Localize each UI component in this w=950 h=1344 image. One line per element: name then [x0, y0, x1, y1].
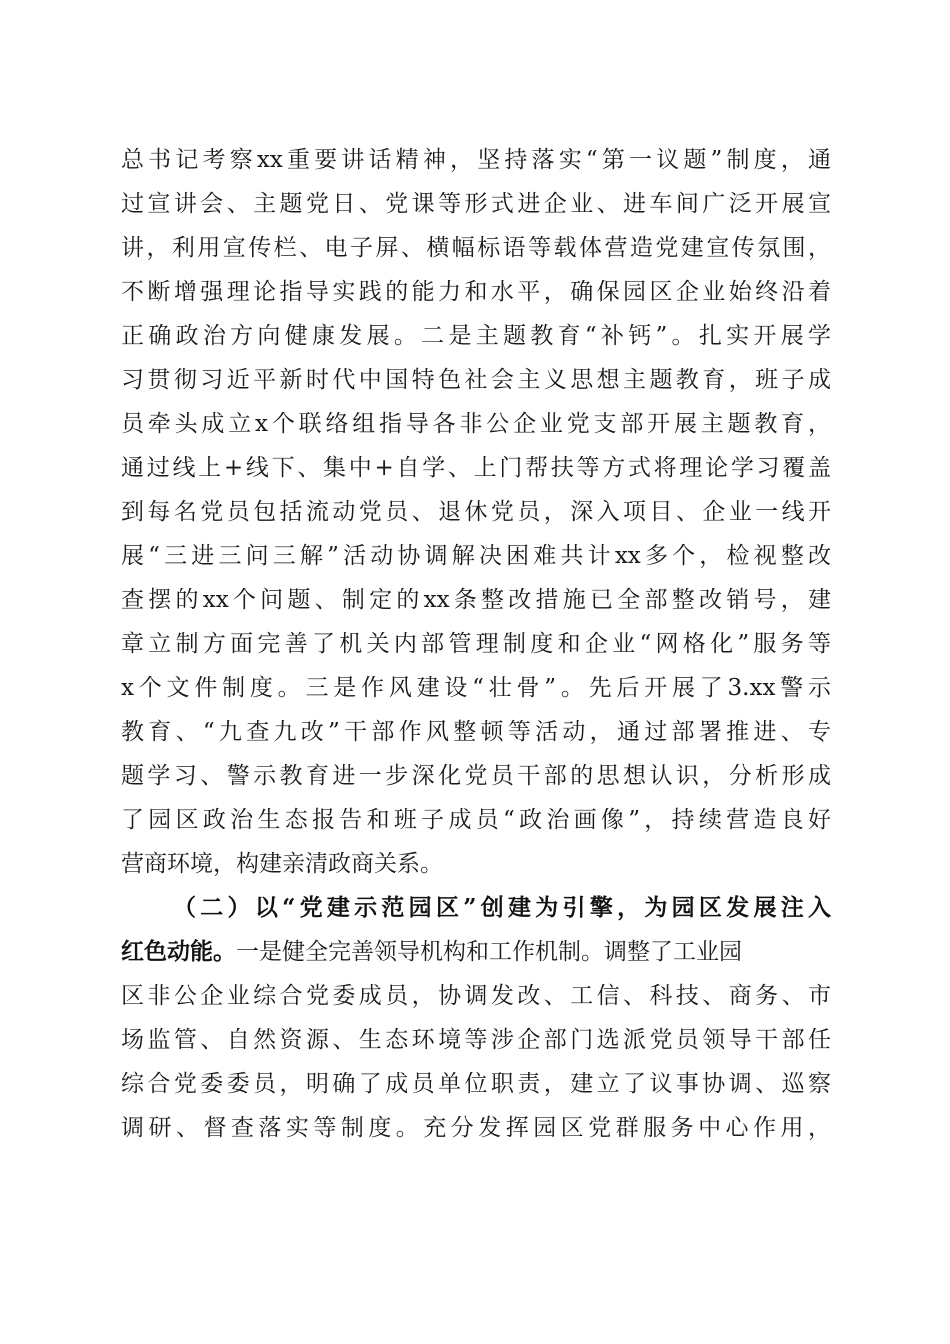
body-text-line: 总书记考察xx重要讲话精神，坚持落实“第一议题”制度，通 — [121, 147, 831, 173]
body-text-line: 过宣讲会、主题党日、党课等形式进企业、进车间广泛开展宣 — [121, 191, 831, 217]
body-text-line: 区非公企业综合党委成员，协调发改、工信、科技、商务、市 — [121, 983, 831, 1009]
body-text-line: 通过线上+线下、集中+自学、上门帮扶等方式将理论学习覆盖 — [121, 455, 831, 481]
body-text-line: 场监管、自然资源、生态环境等涉企部门选派党员领导干部任 — [121, 1027, 831, 1053]
body-text-line: 章立制方面完善了机关内部管理制度和企业“网格化”服务等 — [121, 631, 831, 657]
body-text-line: 正确政治方向健康发展。二是主题教育“补钙”。扎实开展学 — [121, 323, 831, 349]
body-text-line: 不断增强理论指导实践的能力和水平，确保园区企业始终沿着 — [121, 279, 831, 305]
body-text-line: 综合党委委员，明确了成员单位职责，建立了议事协调、巡察 — [121, 1071, 831, 1097]
body-text-span: 一是健全完善领导机构和工作机制。调整了工业园 — [236, 939, 742, 965]
body-text-line: 调研、督查落实等制度。充分发挥园区党群服务中心作用， — [121, 1115, 831, 1141]
body-text-line: 查摆的xx个问题、制定的xx条整改措施已全部整改销号，建 — [121, 587, 831, 613]
body-text-line: 员牵头成立x个联络组指导各非公企业党支部开展主题教育， — [121, 411, 831, 437]
section-heading-line: （二）以“党建示范园区”创建为引擎，为园区发展注入 — [173, 894, 831, 921]
section-heading-tail: 红色动能。 — [121, 938, 236, 965]
body-text-line: 了园区政治生态报告和班子成员“政治画像”，持续营造良好 — [121, 807, 831, 833]
body-text-line: 讲，利用宣传栏、电子屏、横幅标语等载体营造党建宣传氛围， — [121, 235, 831, 261]
body-text-line: 营商环境，构建亲清政商关系。 — [121, 851, 443, 877]
section-heading-line-with-text — [121, 936, 831, 968]
body-text-line: 习贯彻习近平新时代中国特色社会主义思想主题教育，班子成 — [121, 367, 831, 393]
body-text-line: 教育、“九查九改”干部作风整顿等活动，通过部署推进、专 — [121, 719, 831, 745]
body-text-line: 题学习、警示教育进一步深化党员干部的思想认识，分析形成 — [121, 763, 831, 789]
body-text-line: 到每名党员包括流动党员、退休党员，深入项目、企业一线开 — [121, 499, 831, 525]
body-text-line: 展“三进三问三解”活动协调解决困难共计xx多个，检视整改 — [121, 543, 831, 569]
body-text-line: x个文件制度。三是作风建设“壮骨”。先后开展了3.xx警示 — [121, 675, 831, 701]
